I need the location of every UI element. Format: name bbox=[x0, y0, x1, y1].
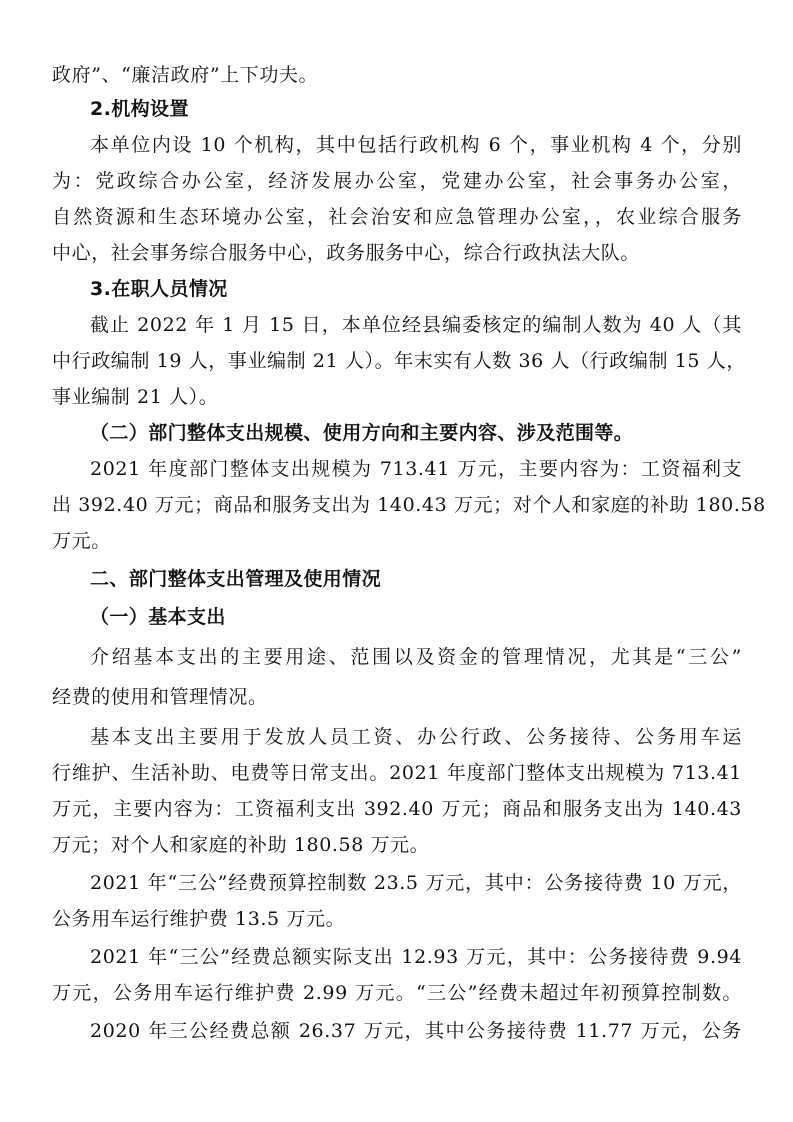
text-line: 事业编制 21 人）。 bbox=[52, 386, 219, 408]
section-heading-basic-expenditure: （一）基本支出 bbox=[90, 606, 226, 628]
text-line: 中行政编制 19 人，事业编制 21 人）。年末实有人数 36 人（行政编制 15 人， bbox=[52, 350, 746, 372]
text-line: 中心，社会事务综合服务中心，政务服务中心，综合行政执法大队。 bbox=[52, 242, 641, 264]
text-line: 本单位内设 10 个机构，其中包括行政机构 6 个，事业机构 4 个，分别 bbox=[90, 134, 742, 156]
text-line: 万元，主要内容为：工资福利支出 392.40 万元；商品和服务支出为 140.43 bbox=[52, 798, 742, 820]
text-line: 2020 年三公经费总额 26.37 万元，其中公务接待费 11.77 万元，公务 bbox=[90, 1020, 742, 1042]
text-line: 介绍基本支出的主要用途、范围以及资金的管理情况，尤其是“三公” bbox=[90, 646, 742, 668]
text-line: 行维护、生活补助、电费等日常支出。2021 年度部门整体支出规模为 713.41 bbox=[52, 762, 742, 784]
text-line-continuation: 政府”、“廉洁政府”上下功夫。 bbox=[52, 64, 319, 86]
text-line: 基本支出主要用于发放人员工资、办公行政、公务接待、公务用车运 bbox=[90, 726, 742, 748]
text-line: 为：党政综合办公室，经济发展办公室，党建办公室，社会事务办公室， bbox=[52, 170, 742, 192]
text-line: 2021 年“三公”经费总额实际支出 12.93 万元，其中：公务接待费 9.94 bbox=[90, 946, 742, 968]
text-line: 公务用车运行维护费 13.5 万元。 bbox=[52, 908, 346, 930]
text-line: 自然资源和生态环境办公室，社会治安和应急管理办公室，，农业综合服务 bbox=[52, 206, 742, 228]
section-heading-staff: 3.在职人员情况 bbox=[90, 278, 228, 300]
text-line: 截止 2022 年 1 月 15 日，本单位经县编委核定的编制人数为 40 人（其 bbox=[90, 314, 742, 336]
text-line: 万元，公务用车运行维护费 2.99 万元。“三公”经费未超过年初预算控制数。 bbox=[52, 982, 742, 1004]
text-line: 2021 年度部门整体支出规模为 713.41 万元，主要内容为：工资福利支 bbox=[90, 458, 742, 480]
text-line: 万元；对个人和家庭的补助 180.58 万元。 bbox=[52, 834, 430, 856]
section-heading-expenditure-management: 二、部门整体支出管理及使用情况 bbox=[90, 568, 382, 590]
section-heading-org-setup: 2.机构设置 bbox=[90, 98, 189, 120]
text-line: 经费的使用和管理情况。 bbox=[52, 686, 268, 708]
text-line: 出 392.40 万元；商品和服务支出为 140.43 万元；对个人和家庭的补助 180.58 bbox=[52, 494, 766, 516]
text-line: 万元。 bbox=[52, 530, 111, 552]
section-heading-overall-expenditure: （二）部门整体支出规模、使用方向和主要内容、涉及范围等。 bbox=[90, 422, 634, 444]
text-line: 2021 年“三公”经费预算控制数 23.5 万元，其中：公务接待费 10 万元， bbox=[90, 872, 742, 894]
